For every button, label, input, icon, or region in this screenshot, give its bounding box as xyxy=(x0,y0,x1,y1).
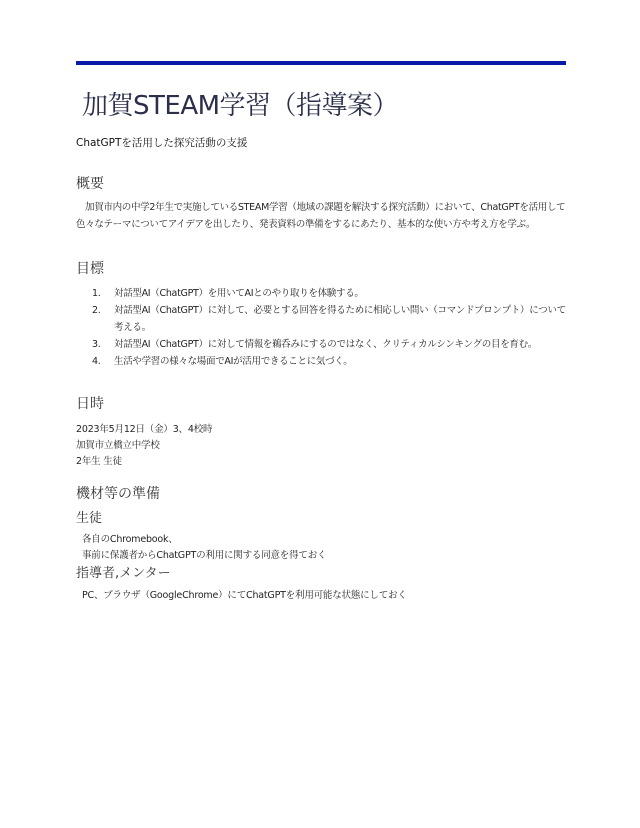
schedule-school: 加賀市立橋立中学校 xyxy=(76,440,160,451)
list-item xyxy=(92,353,572,370)
page-subtitle: ChatGPTを活用した探究活動の支援 xyxy=(76,137,248,149)
schedule-date: 2023年5月12日（金）3、4校時 xyxy=(76,424,213,435)
list-item-text: 対話型AI（ChatGPT）に対して、必要とする回答を得るために相応しい問い（コマンドプロンプト）について考える。 xyxy=(114,305,566,333)
list-item xyxy=(92,302,572,336)
list-item-number: 1. xyxy=(92,288,101,299)
equipment-heading: 機材等の準備 xyxy=(76,486,160,502)
list-item xyxy=(92,336,572,353)
page-title: 加賀STEAM学習（指導案） xyxy=(82,91,399,121)
students-line: 事前に保護者からChatGPTの利用に関する同意を得ておく xyxy=(82,550,327,561)
teachers-heading: 指導者,メンター xyxy=(76,566,171,581)
list-item-number: 2. xyxy=(92,305,101,316)
goals-heading: 目標 xyxy=(76,261,104,277)
overview-paragraph: 加賀市内の中学2年生で実施しているSTEAM学習（地域の課題を解決する探究活動）において、ChatGPTを活用して色々なテーマについてアイデアを出したり、発表資料の準備をするにあたり、基本的な使い方や考え方を学ぶ。 xyxy=(76,202,566,230)
schedule-heading: 日時 xyxy=(76,396,104,412)
list-item-number: 4. xyxy=(92,356,101,367)
students-heading: 生徒 xyxy=(76,511,103,526)
list-item xyxy=(92,285,572,302)
list-item-number: 3. xyxy=(92,339,101,350)
goals-list xyxy=(92,285,572,370)
list-item-text: 対話型AI（ChatGPT）を用いてAIとのやり取りを体験する。 xyxy=(114,288,364,299)
title-rule xyxy=(76,61,566,65)
overview-heading: 概要 xyxy=(76,176,104,192)
list-item-text: 対話型AI（ChatGPT）に対して情報を鵜呑みにするのではなく、クリティカルシンキングの目を育む。 xyxy=(114,339,537,350)
teachers-line: PC、ブラウザ（GoogleChrome）にてChatGPTを利用可能な状態にしておく xyxy=(82,590,407,601)
list-item-text: 生活や学習の様々な場面でAIが活用できることに気づく。 xyxy=(114,356,353,367)
schedule-grade: 2年生 生徒 xyxy=(76,456,122,467)
students-line: 各自のChromebook、 xyxy=(82,534,178,545)
